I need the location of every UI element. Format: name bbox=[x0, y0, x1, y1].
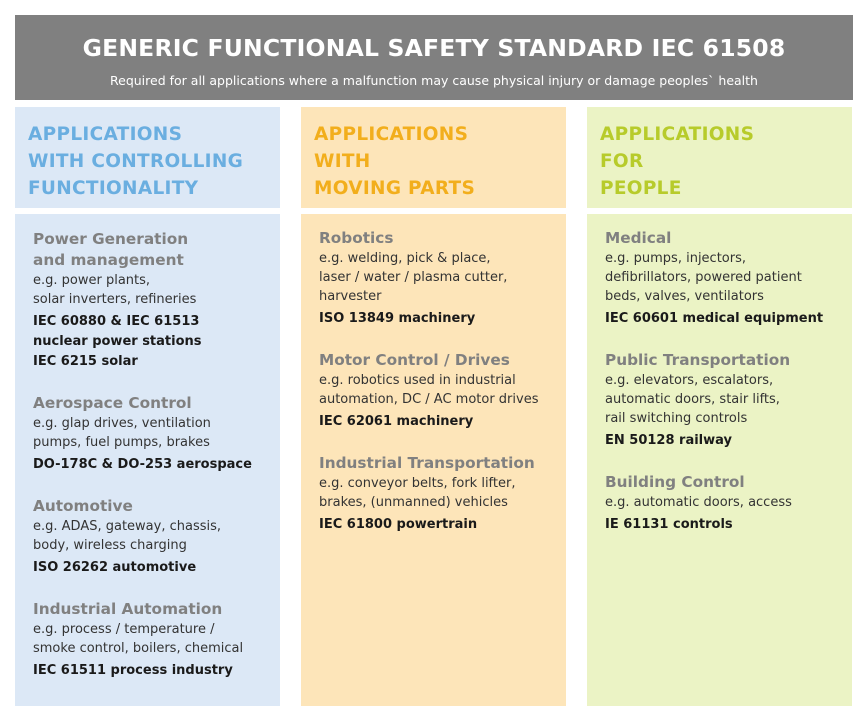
section-standard: IEC 61511 process industry bbox=[33, 663, 233, 678]
banner-title: GENERIC FUNCTIONAL SAFETY STANDARD IEC 61508 bbox=[82, 34, 786, 62]
section-aerospace-control bbox=[33, 393, 280, 475]
section-public-transportation bbox=[605, 350, 852, 451]
column-header-text: APPLICATIONS WITH CONTROLLING FUNCTIONALITY bbox=[28, 124, 244, 199]
section-medical bbox=[605, 228, 852, 329]
section-description: e.g. automatic doors, access bbox=[605, 495, 792, 510]
section-title: Power Generation and management bbox=[33, 230, 189, 269]
section-title: Automotive bbox=[33, 497, 133, 515]
section-description: e.g. glap drives, ventilation pumps, fuel pumps, brakes bbox=[33, 416, 211, 450]
section-title: Motor Control / Drives bbox=[319, 351, 510, 369]
column-header-controlling bbox=[15, 107, 280, 208]
section-standard: EN 50128 railway bbox=[605, 433, 732, 448]
section-industrial-transportation bbox=[319, 453, 566, 535]
column-header-moving-parts bbox=[301, 107, 566, 208]
section-building-control bbox=[605, 472, 852, 535]
title-banner bbox=[15, 15, 853, 100]
section-description: e.g. power plants, solar inverters, refineries bbox=[33, 273, 197, 307]
section-standard: IEC 60880 & IEC 61513 nuclear power stations IEC 6215 solar bbox=[33, 314, 202, 369]
section-standard: DO-178C & DO-253 aerospace bbox=[33, 457, 252, 472]
section-description: e.g. ADAS, gateway, chassis, body, wireless charging bbox=[33, 519, 222, 553]
column-body-moving-parts bbox=[301, 214, 566, 706]
column-header-text: APPLICATIONS FOR PEOPLE bbox=[600, 124, 755, 199]
section-power-generation bbox=[33, 229, 280, 372]
section-motor-control bbox=[319, 350, 566, 432]
section-standard: IEC 61800 powertrain bbox=[319, 517, 478, 532]
section-description: e.g. conveyor belts, fork lifter, brakes, (unmanned) vehicles bbox=[319, 476, 516, 510]
section-standard: IE 61131 controls bbox=[605, 517, 733, 532]
section-title: Industrial Automation bbox=[33, 600, 223, 618]
section-description: e.g. elevators, escalators, automatic doors, stair lifts, rail switching controls bbox=[605, 373, 780, 426]
section-industrial-automation bbox=[33, 599, 280, 681]
section-title: Industrial Transportation bbox=[319, 454, 535, 472]
section-title: Robotics bbox=[319, 229, 394, 247]
column-body-controlling bbox=[15, 214, 280, 706]
section-standard: ISO 13849 machinery bbox=[319, 311, 476, 326]
section-description: e.g. welding, pick & place, laser / water / plasma cutter, harvester bbox=[319, 251, 508, 304]
section-automotive bbox=[33, 496, 280, 578]
column-header-people bbox=[587, 107, 852, 208]
section-title: Building Control bbox=[605, 473, 745, 491]
section-robotics bbox=[319, 228, 566, 329]
section-description: e.g. process / temperature / smoke control, boilers, chemical bbox=[33, 622, 244, 656]
section-title: Public Transportation bbox=[605, 351, 791, 369]
column-body-people bbox=[587, 214, 852, 706]
banner-subtitle: Required for all applications where a malfunction may cause physical injury or damage peoples` health bbox=[110, 73, 758, 88]
section-title: Aerospace Control bbox=[33, 394, 192, 412]
section-standard: IEC 62061 machinery bbox=[319, 414, 474, 429]
section-title: Medical bbox=[605, 229, 672, 247]
column-header-text: APPLICATIONS WITH MOVING PARTS bbox=[314, 124, 476, 199]
section-standard: IEC 60601 medical equipment bbox=[605, 311, 824, 326]
section-description: e.g. robotics used in industrial automation, DC / AC motor drives bbox=[319, 373, 539, 407]
section-standard: ISO 26262 automotive bbox=[33, 560, 197, 575]
section-description: e.g. pumps, injectors, defibrillators, powered patient beds, valves, ventilators bbox=[605, 251, 802, 304]
